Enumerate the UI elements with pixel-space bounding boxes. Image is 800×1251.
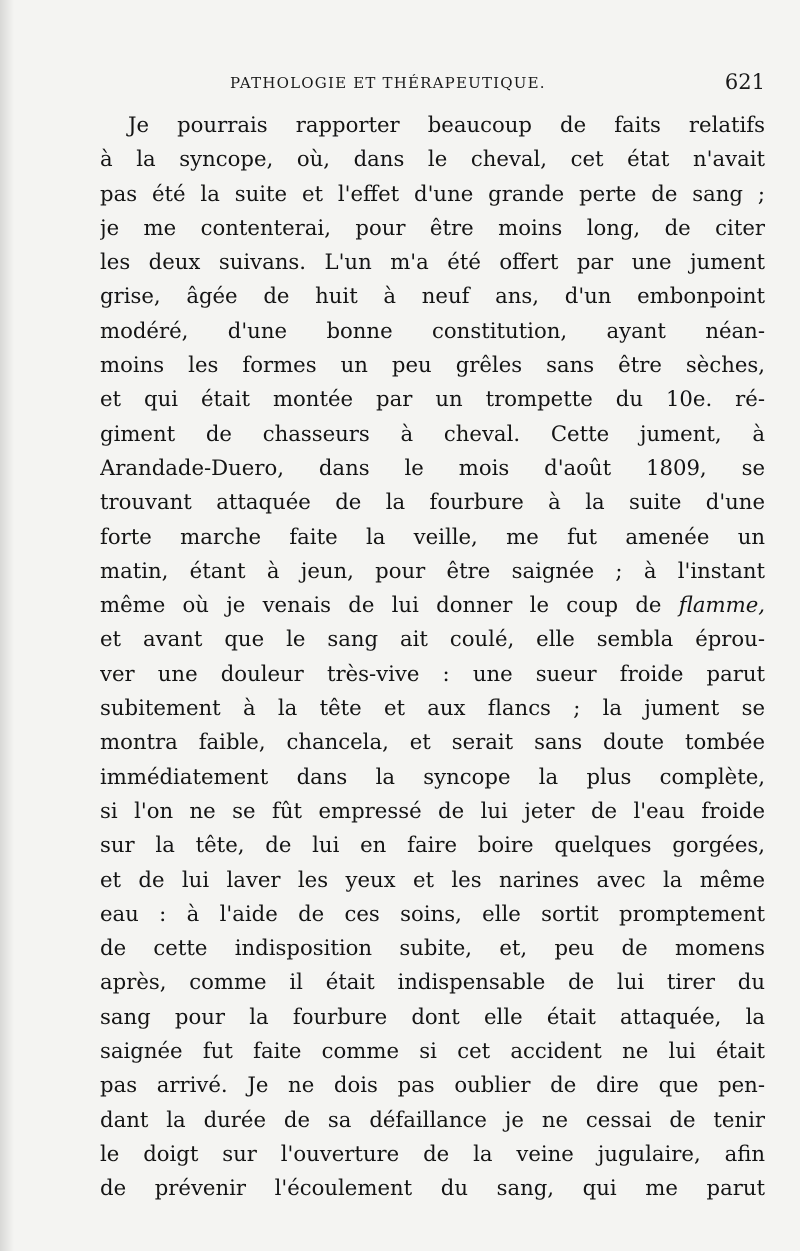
text-line: eau : à l'aide de ces soins, elle sortit promptement	[100, 900, 765, 926]
text-line: après, comme il était indispensable de lui tirer du	[100, 969, 765, 995]
text-line: de prévenir l'écoulement du sang, qui me parut	[100, 1175, 765, 1201]
body-text	[100, 108, 765, 1206]
page-header	[100, 70, 765, 104]
text-line: trouvant attaquée de la fourbure à la suite d'une	[100, 489, 765, 515]
text-line: pas été la suite et l'effet d'une grande perte de sang ;	[100, 180, 765, 206]
text-line: grise, âgée de huit à neuf ans, d'un embonpoint	[100, 283, 765, 309]
text-line: de cette indisposition subite, et, peu de momens	[100, 935, 765, 961]
text-line: si l'on ne se fût empressé de lui jeter de l'eau froide	[100, 797, 765, 823]
text-line: montra faible, chancela, et serait sans doute tombée	[100, 729, 765, 755]
text-line: moins les formes un peu grêles sans être sèches,	[100, 352, 765, 378]
text-line: forte marche faite la veille, me fut amenée un	[100, 523, 765, 549]
text-line: Je pourrais rapporter beaucoup de faits relatifs	[128, 112, 765, 137]
text-line: Arandade-Duero, dans le mois d'août 1809, se	[100, 454, 765, 480]
page-gutter-shadow	[0, 0, 14, 1251]
text-line: et de lui laver les yeux et les narines avec la même	[100, 866, 765, 892]
text-line: immédiatement dans la syncope la plus complète,	[100, 763, 765, 789]
text-line: giment de chasseurs à cheval. Cette jument, à	[100, 420, 765, 446]
text-line: le doigt sur l'ouverture de la veine jugulaire, afin	[100, 1140, 765, 1166]
text-line: ver une douleur très-vive : une sueur froide parut	[100, 660, 765, 686]
text-line-with-italic	[100, 588, 765, 622]
text-line: sur la tête, de lui en faire boire quelques gorgées,	[100, 832, 765, 858]
text-line: les deux suivans. L'un m'a été offert par une jument	[100, 249, 765, 275]
text-line: à la syncope, où, dans le cheval, cet état n'avait	[100, 146, 765, 172]
text-line: je me contenterai, pour être moins long, de citer	[100, 214, 765, 240]
text-line: dant la durée de sa défaillance je ne cessai de tenir	[100, 1106, 765, 1132]
italic-word: flamme,	[678, 592, 765, 618]
running-title: PATHOLOGIE ET THÉRAPEUTIQUE.	[230, 74, 546, 92]
text-segment: même où je venais de lui donner le coup de	[100, 592, 662, 618]
text-line: saignée fut faite comme si cet accident ne lui était	[100, 1038, 765, 1064]
text-line: et avant que le sang ait coulé, elle sembla éprou-	[100, 626, 765, 652]
text-line: subitement à la tête et aux flancs ; la jument se	[100, 695, 765, 721]
text-line: pas arrivé. Je ne dois pas oublier de dire que pen-	[100, 1072, 765, 1098]
text-line: matin, étant à jeun, pour être saignée ; à l'instant	[100, 557, 765, 583]
text-line: modéré, d'une bonne constitution, ayant néan-	[100, 317, 765, 343]
text-line: et qui était montée par un trompette du 10e. ré-	[100, 386, 765, 412]
page-number: 621	[724, 70, 765, 94]
text-line: sang pour la fourbure dont elle était attaquée, la	[100, 1003, 765, 1029]
